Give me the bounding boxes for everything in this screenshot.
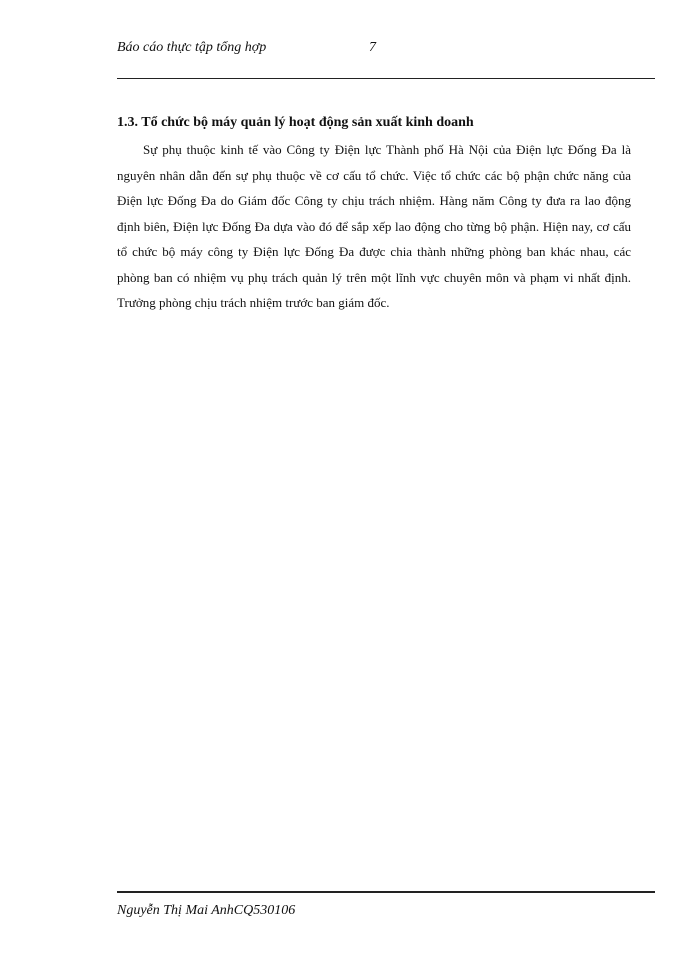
page-header [117,40,655,62]
section-paragraph: Sự phụ thuộc kinh tế vào Công ty Điện lực Thành phố Hà Nội của Điện lực Đống Đa là nguyên nhân dẫn đến sự phụ thuộc về cơ cấu tổ chức. Việc tổ chức các bộ phận chức năng của Điện lực Đống Đa do Giám đốc Công ty chịu trách nhiệm. Hàng năm Công ty đưa ra lao động định biên, Điện lực Đống Đa dựa vào đó để sắp xếp lao động cho từng bộ phận. Hiện nay, cơ cấu tổ chức bộ máy công ty Điện lực Đống Đa được chia thành những phòng ban khác nhau, các phòng ban có nhiệm vụ phụ trách quản lý trên một lĩnh vực chuyên môn và phạm vi nhất định. Trưởng phòng chịu trách nhiệm trước ban giám đốc. [117,142,631,310]
footer-author: Nguyễn Thị Mai AnhCQ530106 [117,903,296,918]
section-heading: 1.3. Tổ chức bộ máy quản lý hoạt động sản xuất kinh doanh [117,115,474,130]
footer-divider [117,891,655,893]
header-title: Báo cáo thực tập tổng hợp [117,40,267,55]
page-number: 7 [369,40,376,55]
header-divider [117,78,655,79]
